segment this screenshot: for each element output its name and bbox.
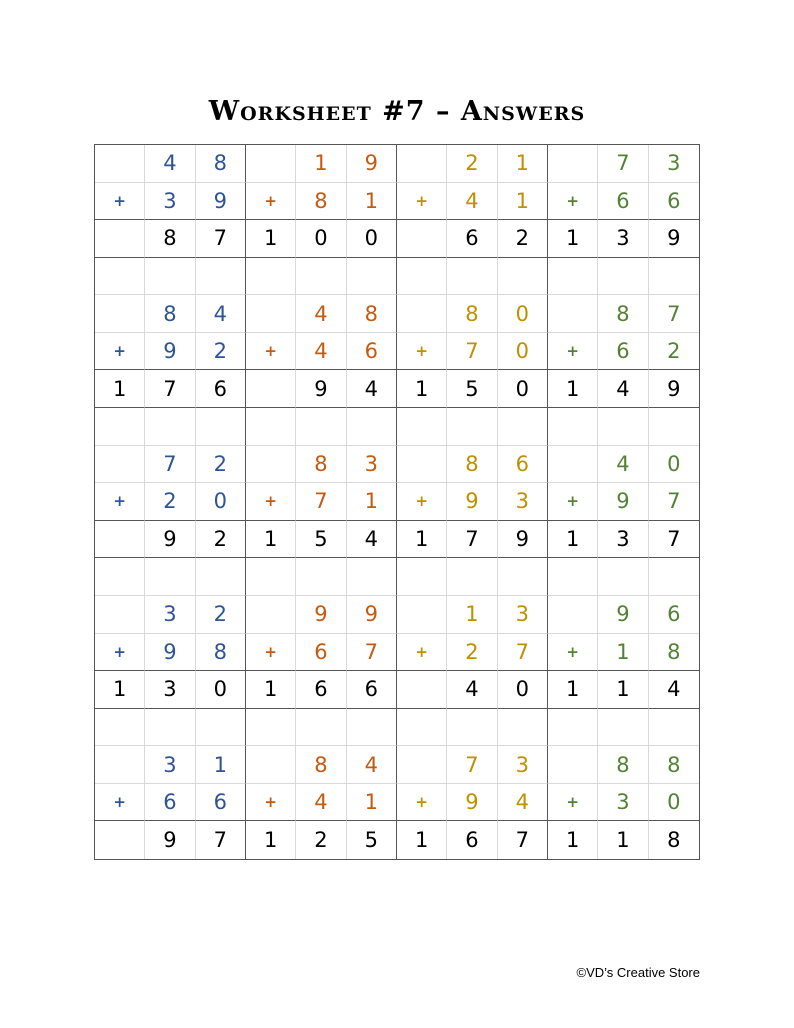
addend-top-digit (397, 295, 447, 333)
sum-digit: 2 (196, 521, 246, 559)
blank-cell (447, 558, 497, 596)
addend-top-digit: 0 (649, 446, 699, 484)
plus-sign: + (548, 483, 598, 521)
blank-cell (95, 709, 145, 747)
plus-sign: + (95, 333, 145, 371)
sum-digit: 4 (447, 671, 497, 709)
addend-top-digit (246, 746, 296, 784)
addend-top-digit: 8 (145, 295, 195, 333)
addend-bottom-digit: 7 (649, 483, 699, 521)
blank-cell (246, 709, 296, 747)
addend-bottom-digit: 0 (498, 333, 548, 371)
blank-cell (145, 558, 195, 596)
addend-top-digit: 6 (649, 596, 699, 634)
sum-digit: 1 (397, 370, 447, 408)
addend-bottom-digit: 9 (196, 183, 246, 221)
blank-cell (145, 408, 195, 446)
addend-top-digit (397, 746, 447, 784)
sum-digit: 7 (196, 220, 246, 258)
sum-digit: 1 (397, 821, 447, 859)
addend-top-digit: 7 (598, 145, 648, 183)
addend-top-digit: 2 (196, 446, 246, 484)
addend-top-digit: 8 (447, 295, 497, 333)
addend-top-digit: 6 (498, 446, 548, 484)
sum-digit: 7 (649, 521, 699, 559)
addend-top-digit: 3 (145, 596, 195, 634)
addend-top-digit (397, 145, 447, 183)
addend-top-digit (397, 596, 447, 634)
blank-cell (296, 709, 346, 747)
sum-digit (95, 521, 145, 559)
plus-sign: + (246, 634, 296, 672)
addend-bottom-digit: 8 (196, 634, 246, 672)
plus-sign: + (548, 333, 598, 371)
blank-cell (145, 258, 195, 296)
sum-digit: 0 (196, 671, 246, 709)
sum-digit: 7 (447, 521, 497, 559)
blank-cell (649, 709, 699, 747)
addend-bottom-digit: 6 (649, 183, 699, 221)
sum-digit: 1 (246, 521, 296, 559)
copyright-footer: ©VD’s Creative Store (576, 965, 700, 980)
addend-bottom-digit: 1 (598, 634, 648, 672)
sum-digit: 1 (397, 521, 447, 559)
blank-cell (296, 408, 346, 446)
blank-cell (598, 709, 648, 747)
sum-digit: 4 (649, 671, 699, 709)
sum-digit: 8 (667, 828, 681, 853)
plus-sign: + (246, 333, 296, 371)
blank-cell (447, 709, 497, 747)
addend-bottom-digit: 2 (447, 634, 497, 672)
sum-digit (95, 821, 145, 859)
addend-bottom-digit: 6 (145, 784, 195, 822)
addend-top-digit: 8 (347, 295, 397, 333)
blank-cell (296, 258, 346, 296)
blank-cell (548, 709, 598, 747)
sum-digit: 5 (447, 370, 497, 408)
blank-cell (95, 558, 145, 596)
addend-top-digit: 0 (498, 295, 548, 333)
blank-cell (498, 258, 548, 296)
addend-top-digit (246, 596, 296, 634)
sum-digit: 1 (548, 370, 598, 408)
blank-cell (347, 558, 397, 596)
blank-cell (196, 558, 246, 596)
blank-cell (397, 709, 447, 747)
plus-sign: + (95, 483, 145, 521)
blank-cell (498, 408, 548, 446)
sum-digit: 0 (498, 671, 548, 709)
addend-top-digit: 1 (447, 596, 497, 634)
sum-digit: 9 (649, 370, 699, 408)
blank-cell (397, 258, 447, 296)
addend-bottom-digit: 1 (347, 483, 397, 521)
addend-top-digit (95, 446, 145, 484)
addend-top-digit: 1 (296, 145, 346, 183)
plus-sign: + (95, 634, 145, 672)
sum-digit: 0 (498, 370, 548, 408)
plus-sign: + (548, 784, 598, 822)
sum-digit: 5 (296, 521, 346, 559)
addend-bottom-digit: 4 (498, 784, 548, 822)
blank-cell (347, 258, 397, 296)
blank-cell (145, 709, 195, 747)
sum-digit: 3 (145, 671, 195, 709)
addend-top-digit: 4 (296, 295, 346, 333)
addend-top-digit (246, 295, 296, 333)
addend-bottom-digit: 3 (145, 183, 195, 221)
addend-bottom-digit: 8 (649, 634, 699, 672)
plus-sign: + (246, 183, 296, 221)
sum-digit: 1 (246, 821, 296, 859)
sum-digit: 4 (347, 370, 397, 408)
addend-bottom-digit: 1 (347, 784, 397, 822)
blank-cell (498, 558, 548, 596)
addend-bottom-digit: 2 (649, 333, 699, 371)
addend-top-digit: 1 (498, 145, 548, 183)
sum-digit: 9 (296, 370, 346, 408)
sum-digit (397, 220, 447, 258)
blank-cell (548, 558, 598, 596)
addend-top-digit: 9 (296, 596, 346, 634)
sum-digit: 9 (649, 220, 699, 258)
addend-top-digit: 3 (145, 746, 195, 784)
blank-cell (598, 258, 648, 296)
plus-sign: + (548, 183, 598, 221)
sum-digit: 6 (447, 220, 497, 258)
sum-digit (95, 220, 145, 258)
addend-bottom-digit: 7 (347, 634, 397, 672)
blank-cell (447, 408, 497, 446)
addend-top-digit: 3 (649, 145, 699, 183)
plus-sign: + (397, 634, 447, 672)
sum-digit: 6 (296, 671, 346, 709)
addend-top-digit: 8 (296, 446, 346, 484)
sum-digit: 0 (296, 220, 346, 258)
addend-top-digit (95, 145, 145, 183)
addend-bottom-digit: 4 (447, 183, 497, 221)
sum-digit: 8 (145, 220, 195, 258)
addend-top-digit (397, 446, 447, 484)
sum-digit: 4 (598, 370, 648, 408)
addend-top-digit: 3 (498, 596, 548, 634)
addend-bottom-digit: 8 (296, 183, 346, 221)
blank-cell (196, 709, 246, 747)
addend-top-digit: 7 (649, 295, 699, 333)
sum-digit: 1 (598, 671, 648, 709)
sum-digit: 6 (447, 821, 497, 859)
addend-top-digit: 9 (347, 145, 397, 183)
plus-sign: + (397, 183, 447, 221)
blank-cell (347, 709, 397, 747)
addend-top-digit (548, 145, 598, 183)
addend-bottom-digit: 9 (145, 634, 195, 672)
addend-bottom-digit: 6 (196, 784, 246, 822)
addend-bottom-digit: 1 (498, 183, 548, 221)
sum-digit: 1 (548, 821, 598, 859)
addend-top-digit: 8 (598, 746, 648, 784)
addend-top-digit (548, 295, 598, 333)
sum-digit: 6 (196, 370, 246, 408)
plus-sign: + (246, 784, 296, 822)
sum-digit: 1 (95, 671, 145, 709)
addend-top-digit: 7 (145, 446, 195, 484)
sum-digit: 4 (347, 521, 397, 559)
plus-sign: + (95, 784, 145, 822)
blank-cell (397, 558, 447, 596)
addend-top-digit: 4 (196, 295, 246, 333)
sum-digit: 9 (145, 821, 195, 859)
sum-digit: 1 (548, 220, 598, 258)
blank-cell (598, 558, 648, 596)
addend-bottom-digit: 6 (347, 333, 397, 371)
blank-cell (246, 258, 296, 296)
addend-bottom-digit: 4 (296, 784, 346, 822)
addend-bottom-digit: 7 (447, 333, 497, 371)
blank-cell (548, 408, 598, 446)
sum-digit: 2 (296, 821, 346, 859)
addend-bottom-digit: 3 (598, 784, 648, 822)
addend-top-digit: 8 (296, 746, 346, 784)
sum-digit: 9 (498, 521, 548, 559)
addend-bottom-digit: 6 (296, 634, 346, 672)
addend-top-digit: 8 (447, 446, 497, 484)
addend-bottom-digit: 7 (296, 483, 346, 521)
blank-cell (196, 258, 246, 296)
plus-sign: + (548, 634, 598, 672)
addend-top-digit: 2 (447, 145, 497, 183)
addend-top-digit (246, 145, 296, 183)
blank-cell (246, 558, 296, 596)
addend-top-digit (548, 746, 598, 784)
blank-cell (95, 408, 145, 446)
addend-top-digit: 4 (347, 746, 397, 784)
blank-cell (447, 258, 497, 296)
blank-cell (649, 258, 699, 296)
answer-grid (94, 144, 700, 860)
sum-digit: 6 (347, 671, 397, 709)
addend-top-digit: 1 (196, 746, 246, 784)
blank-cell (598, 408, 648, 446)
page-title: Worksheet #7 – Answers (208, 96, 586, 127)
addend-bottom-digit: 1 (347, 183, 397, 221)
addend-top-digit: 3 (347, 446, 397, 484)
sum-digit: 5 (347, 821, 397, 859)
sum-digit (397, 671, 447, 709)
blank-cell (95, 258, 145, 296)
addend-bottom-digit: 9 (447, 483, 497, 521)
sum-digit: 0 (347, 220, 397, 258)
addend-top-digit: 8 (196, 145, 246, 183)
addend-top-digit: 7 (447, 746, 497, 784)
blank-cell (498, 709, 548, 747)
addend-bottom-digit: 9 (598, 483, 648, 521)
addend-top-digit: 4 (145, 145, 195, 183)
sum-digit: 1 (548, 671, 598, 709)
blank-cell (296, 558, 346, 596)
addend-top-digit (95, 746, 145, 784)
plus-sign: + (95, 183, 145, 221)
addend-bottom-digit: 3 (498, 483, 548, 521)
addend-top-digit: 9 (347, 596, 397, 634)
addend-top-digit: 4 (598, 446, 648, 484)
addend-bottom-digit: 4 (296, 333, 346, 371)
sum-digit: 9 (145, 521, 195, 559)
blank-cell (397, 408, 447, 446)
sum-digit: 1 (246, 671, 296, 709)
addend-top-digit: 9 (598, 596, 648, 634)
addend-top-digit: 2 (196, 596, 246, 634)
addend-bottom-digit: 7 (498, 634, 548, 672)
addend-top-digit: 8 (598, 295, 648, 333)
blank-cell (649, 558, 699, 596)
addend-top-digit: 8 (649, 746, 699, 784)
addend-bottom-digit: 0 (196, 483, 246, 521)
sum-digit (246, 370, 296, 408)
addend-bottom-digit: 9 (447, 784, 497, 822)
blank-cell (548, 258, 598, 296)
blank-cell (196, 408, 246, 446)
sum-digit: 1 (598, 821, 648, 859)
sum-digit: 1 (95, 370, 145, 408)
sum-digit: 7 (145, 370, 195, 408)
plus-sign: + (397, 333, 447, 371)
addend-top-digit: 3 (498, 746, 548, 784)
plus-sign: + (246, 483, 296, 521)
blank-cell (347, 408, 397, 446)
addend-bottom-digit: 0 (649, 784, 699, 822)
addend-top-digit (548, 446, 598, 484)
plus-sign: + (397, 784, 447, 822)
sum-digit: 2 (498, 220, 548, 258)
addend-top-digit (95, 596, 145, 634)
blank-cell (246, 408, 296, 446)
addend-bottom-digit: 2 (145, 483, 195, 521)
sum-digit: 7 (196, 821, 246, 859)
addend-bottom-digit: 6 (598, 183, 648, 221)
addend-top-digit (95, 295, 145, 333)
addend-bottom-digit: 6 (598, 333, 648, 371)
sum-digit: 3 (598, 521, 648, 559)
plus-sign: + (397, 483, 447, 521)
blank-cell (649, 408, 699, 446)
addend-bottom-digit: 9 (145, 333, 195, 371)
sum-digit: 7 (498, 821, 548, 859)
addend-bottom-digit: 2 (196, 333, 246, 371)
sum-digit: 1 (246, 220, 296, 258)
sum-digit: 1 (548, 521, 598, 559)
addend-top-digit (548, 596, 598, 634)
sum-digit: 3 (598, 220, 648, 258)
addend-top-digit (246, 446, 296, 484)
